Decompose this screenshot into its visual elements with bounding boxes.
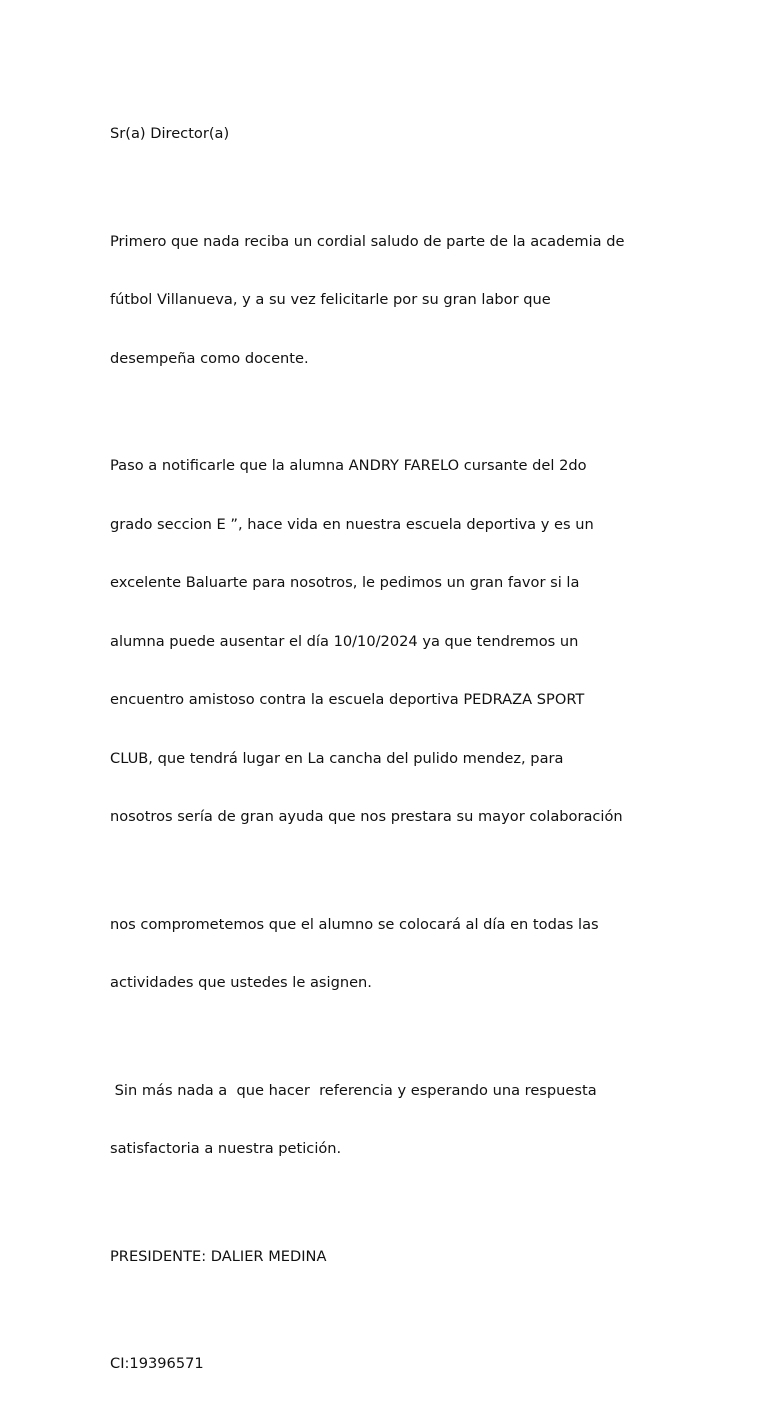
salutation xyxy=(110,85,670,183)
text-line: actividades que ustedes le asignen. xyxy=(110,974,372,991)
signature-id xyxy=(110,1315,670,1413)
salutation-text: Sr(a) Director(a) xyxy=(110,125,230,142)
paragraph-request xyxy=(110,417,670,866)
signature-name-text: PRESIDENTE: DALIER MEDINA xyxy=(110,1247,327,1265)
text-line: excelente Baluarte para nosotros, le pedimos un gran favor si la xyxy=(110,574,580,591)
text-line: nosotros sería de gran ayuda que nos prestara su mayor colaboración xyxy=(110,808,623,825)
paragraph-greeting xyxy=(110,193,670,408)
letter-body xyxy=(110,85,670,1423)
text-line: desempeña como docente. xyxy=(110,349,309,367)
text-line: satisfactoria a nuestra petición. xyxy=(110,1140,342,1157)
paragraph-closing xyxy=(110,1042,670,1198)
text-line: Primero que nada reciba un cordial saludo de parte de la academia de xyxy=(110,232,625,250)
text-line: CLUB, que tendrá lugar en La cancha del pulido mendez, para xyxy=(110,749,564,767)
text-line: grado seccion E ”, hace vida en nuestra escuela deportiva y es un xyxy=(110,515,594,533)
text-line: Paso a notificarle que la alumna ANDRY FARELO cursante del 2do xyxy=(110,457,587,474)
paragraph-commitment xyxy=(110,876,670,1032)
text-line: Sin más nada a que hacer referencia y esperando una respuesta xyxy=(110,1081,597,1099)
text-line: nos comprometemos que el alumno se colocará al día en todas las xyxy=(110,915,599,933)
text-line: fútbol Villanueva, y a su vez felicitarle por su gran labor que xyxy=(110,291,551,308)
signature-id-text: CI:19396571 xyxy=(110,1355,204,1372)
text-line: alumna puede ausentar el día 10/10/2024 ya que tendremos un xyxy=(110,632,579,650)
signature-name xyxy=(110,1208,670,1306)
text-line: encuentro amistoso contra la escuela deportiva PEDRAZA SPORT xyxy=(110,691,585,708)
